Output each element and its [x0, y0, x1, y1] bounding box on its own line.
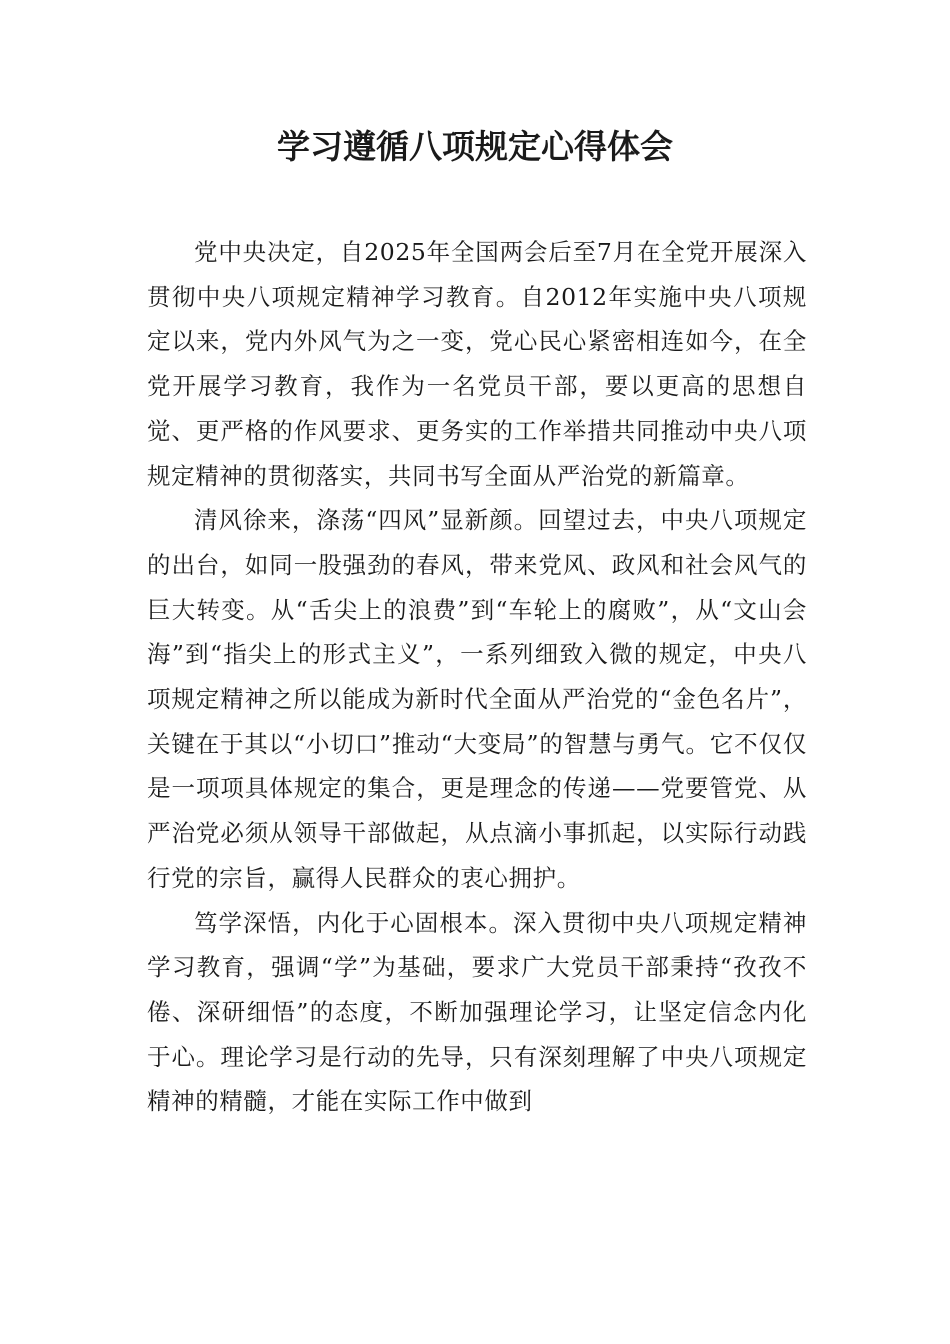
- document-title: 学习遵循八项规定心得体会: [277, 127, 673, 166]
- document-body: [147, 230, 807, 1124]
- paragraph-2: 清风徐来，涤荡“四风”显新颜。回望过去，中央八项规定的出台，如同一股强劲的春风，带来党风、政风和社会风气的巨大转变。从“舌尖上的浪费”到“车轮上的腐败”，从“文山会海”到“指尖上的形式主义”，一系列细致入微的规定，中央八项规定精神之所以能成为新时代全面从严治党的“金色名片”，关键在于其以“小切口”推动“大变局”的智慧与勇气。它不仅仅是一项项具体规定的集合，更是理念的传递——党要管党、从严治党必须从领导干部做起，从点滴小事抓起，以实际行动践行党的宗旨，赢得人民群众的衷心拥护。: [147, 506, 807, 892]
- paragraph-3: 笃学深悟，内化于心固根本。深入贯彻中央八项规定精神学习教育，强调“学”为基础，要求广大党员干部秉持“孜孜不倦、深研细悟”的态度，不断加强理论学习，让坚定信念内化于心。理论学习是行动的先导，只有深刻理解了中央八项规定精神的精髓，才能在实际工作中做到: [147, 908, 807, 1116]
- paragraph-1: 党中央决定，自2025年全国两会后至7月在全党开展深入贯彻中央八项规定精神学习教育。自2012年实施中央八项规定以来，党内外风气为之一变，党心民心紧密相连如今，在全党开展学习教育，我作为一名党员干部，要以更高的思想自觉、更严格的作风要求、更务实的工作举措共同推动中央八项规定精神的贯彻落实，共同书写全面从严治党的新篇章。: [147, 238, 807, 490]
